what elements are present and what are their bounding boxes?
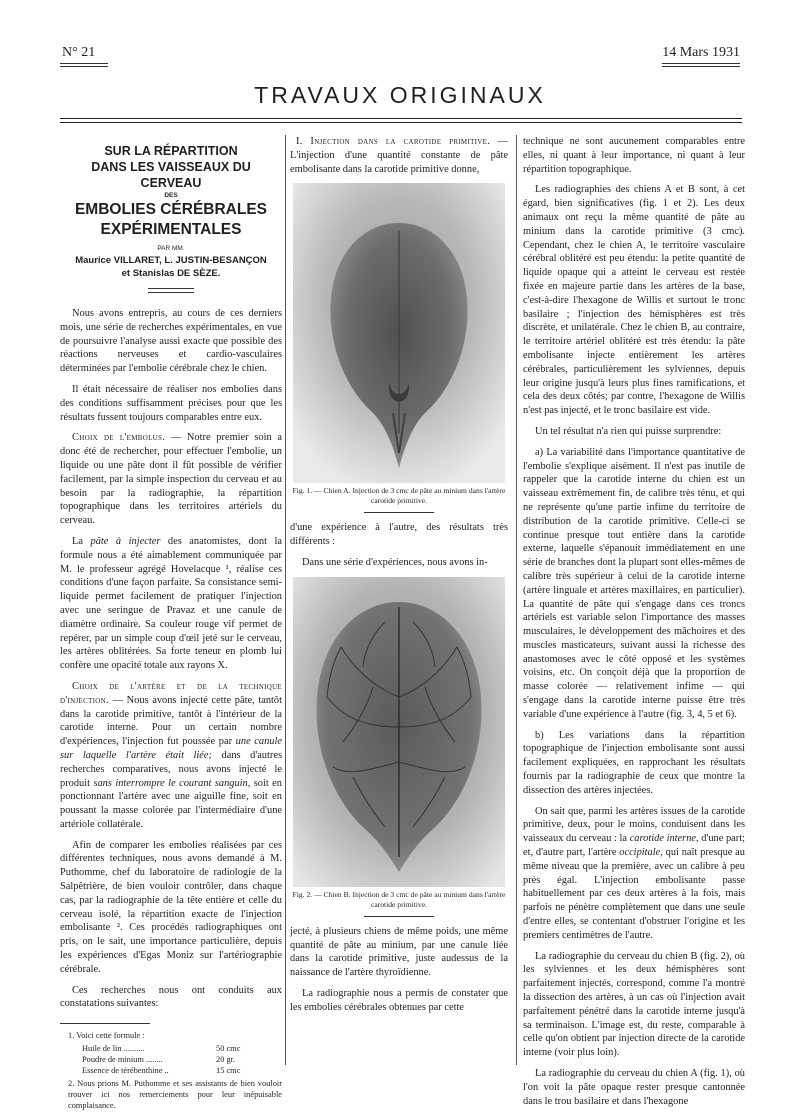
footnote: 2. Nous prions M. Puthomme et ses assistants de bien vouloir trouver ici nos remerciements pour leur inépuisable complaisance. (68, 1079, 282, 1111)
paragraph-text: — Nous avons injecté cette pâte, tantôt dans la carotide primitive, tantôt à l'intérieur de la carotide interne. Pour un certain nombre d'expériences, l'injection fut poussée par (60, 694, 282, 748)
footnote: 1. Voici cette formule : (68, 1031, 145, 1041)
paragraph: jecté, à plusieurs chiens de même poids, une même quantité de pâte au minium, par une canule liée dans la carotide primitive, juste audessus de la naissance de l'artère thyroïdienne. (290, 925, 508, 979)
column-1 (60, 135, 282, 1113)
formula-row (60, 1043, 262, 1054)
paragraph-text: La (72, 535, 91, 547)
heading-rule (148, 292, 194, 293)
paragraph (60, 680, 282, 832)
paragraph-text: soit en ponctionnant l'artère avec une aiguille fine, soit en poussant la masse colorée par l'intermédiaire d'une artériole collatérale. (60, 777, 282, 830)
paragraph-text: — Notre premier soin a donc été de rechercher, pour effectuer l'embolie, un liquide ou une pâte dont il fût possible de vérifier facilement, par la simple inspection du cerveau et au besoin par la radiographie, la répartition topographique dans les territoires artériels du cerveau. (60, 432, 282, 527)
paragraph: La radiographie du cerveau du chien B (fig. 2), où les sylviennes et les deux hémisphères sont parfaitement injectés, correspond, comme l'a montré la dissection des artères, à un cas où l'injection avait parfaitement pénétré dans la carotide interne jusqu'à sa terminaison. L'image est, du reste, comparable à celle qu'on obtient par injection directe de la carotide interne (voir plus loin). (523, 950, 745, 1059)
article-heading (60, 143, 282, 293)
figure-caption: Fig. 2. — Chien B. Injection de 3 cmc de pâte au minium dans l'artère carotide primitive. (292, 889, 506, 909)
column-2 (290, 135, 508, 1022)
formula-row (60, 1065, 262, 1076)
formula-item: Essence de térébenthine .. (82, 1066, 169, 1076)
article-title-connector: DES (164, 192, 178, 199)
paragraph: d'une expérience à l'autre, des résultats très différents : (290, 522, 508, 548)
formula-qty: 15 cmc (216, 1066, 241, 1076)
subsection-heading: Choix de l'embolus. (72, 432, 166, 444)
heading-rule (148, 288, 194, 289)
paragraph-text: des anatomistes, dont la formule nous a été aimablement communiquée par M. le professeur agrégé Hovelacque ¹, réalise ces conditions d'une façon parfaite. Sa consistance semi-liquide permet facilement de pratiquer l'injection avec une seringue de Pravaz et une canule de diamètre ordinaire. Sa couleur rouge vif permet de repérer, par un simple coup d'œil jeté sur le cerveau, les artères oblitérées. Sa forte teneur en plomb lui confère une opacité totale aux rayons X. (60, 535, 282, 672)
section-title: TRAVAUX ORIGINAUX (254, 82, 546, 108)
header-rule (662, 66, 740, 67)
paragraph: Il était nécessaire de réaliser nos embolies dans des conditions suffisamment précises pour que les résultats fussent toujours comparables entre eux. (60, 383, 282, 423)
paragraph: Dans une série d'expériences, nous avons in- (302, 556, 488, 568)
issue-date: 14 Mars 1931 (662, 45, 740, 60)
column-3 (523, 135, 745, 1115)
paragraph-text: qui naît presque au même niveau que la première, avec un calibre à peu près égal. L'injection embolisante passe habituellement par ces deux artères à la fois, mais parfois ne pénètre complètement que dans une seule d'entre elles, se contentant d'obstruer l'origine et les premiers centimètres de l'autre. (523, 847, 745, 941)
paragraph: Un tel résultat n'a rien qui puisse surprendre: (535, 425, 722, 437)
paragraph (60, 535, 282, 673)
authors-par: PAR MM. (157, 245, 185, 252)
article-title-line: DANS LES VAISSEAUX DU CERVEAU (91, 160, 251, 190)
italic-text: une canule sur laquelle l'artère était liée; (60, 736, 282, 761)
paragraph-text: dans d'autres recherches comparatives, nous avons injecté le produit (60, 749, 282, 789)
footnote-rule (60, 1023, 150, 1024)
paragraph (290, 135, 508, 176)
formula-qty: 20 gr. (216, 1055, 236, 1065)
radiograph-fig2 (293, 577, 505, 887)
column-divider (516, 135, 517, 1065)
subsection-heading: I. Injection dans la carotide primitive. (296, 136, 491, 147)
paragraph-text: d'une part; et, d'autre part, l'artère (523, 833, 746, 859)
header-rule (60, 63, 108, 64)
paragraph: Ces recherches nous ont conduits aux constatations suivantes: (60, 984, 282, 1010)
column-divider (285, 135, 286, 1065)
italic-text: sans interrompre le courant sanguin, (93, 777, 251, 789)
article-title-line: SUR LA RÉPARTITION (104, 144, 238, 158)
paragraph: a) La variabilité dans l'importance quantitative de l'embolie s'explique aisément. Il n'est pas inutile de rappeler que la carotide interne du chien est un vaisseau extrêmement fin, de calibre très ténu, et qui ne représente qu'une partie infime du territoire de distribution de la carotide primitive. Celle-ci se continue presque tout entière dans la carotide externe, laquelle s'épanouit immédiatement en une série de branches dont la plupart sont elles-mêmes de calibre très supérieur à celui de la carotide interne (artère linguale et artères maxillaires, en particulier). La quantité de pâte qui s'engage dans ces troncs artériels est variable selon l'importance des masses musculaires, le développement des mâchoires et des muscles masticateurs, suivant aussi la richesse des anastomoses avec le côté opposé et les systèmes voisins, etc. On conçoit déjà que la proportion de masse colorée — relativement infime — qui s'engage dans la carotide interne puisse être très variable d'une expérience à l'autre (fig. 3, 4, 5 et 6). (523, 446, 745, 720)
paragraph: b) Les variations dans la répartition topographique de l'injection embolisante sont aussi facilement expliquées, en rapprochant les résultats fournis par la radiographie de ceux que montre la dissection des artères injectées. (523, 729, 745, 796)
figure-rule (364, 512, 434, 513)
italic-text: occipitale, (619, 847, 663, 859)
issue-number: N° 21 (62, 45, 96, 60)
formula-row (60, 1054, 262, 1065)
figure-1 (290, 183, 508, 513)
figure-rule (364, 916, 434, 917)
paragraph: La radiographie du cerveau du chien A (fig. 1), où l'on voit la pâte opaque rester presque cantonnée dans le trou basilaire et dans l'hexagone (523, 1068, 745, 1107)
header-rule (60, 66, 108, 67)
radiograph-fig1 (293, 183, 505, 483)
subsection-heading: Choix de l'artère et de la technique d'injection. (60, 680, 282, 706)
paragraph (60, 431, 282, 528)
article-title-main: EXPÉRIMENTALES (100, 221, 242, 238)
footnotes (60, 1030, 282, 1111)
article-title-main: EMBOLIES CÉRÉBRALES (74, 201, 268, 218)
section-rule (60, 122, 742, 123)
paragraph: Les radiographies des chiens A et B sont, à cet égard, bien significatives (fig. 1 et 2). Les deux animaux ont reçu la même quantité de pâte au minium dans la carotide primitive (3 cmc). Cependant, chez le chien A, le territoire vasculaire cérébral oblitéré est peu étendu: la petite quantité de liquide opaque qui a atteint le cerveau est restée fixée en majeure partie dans les artères de la base, c'est-à-dire l'hexagone de Willis et surtout le tronc basilaire ; l'injection des hémisphères est très discrète, et unilatérale. Chez le chien B, au contraire, le territoire artériel oblitéré est très étendu: la pâte embolisante injecte entièrement les artères cérébrales, particulièrement les sylviennes, depuis leur origine jusqu'à leurs plus fines ramifications, et cela des deux côtés; par contre, l'hexagone de Willis n'est pas injecté, et le tronc basilaire est vide. (523, 184, 745, 417)
paragraph-text: — L'injection d'une quantité constante de pâte embolisante dans la carotide primitive donne, (290, 136, 508, 175)
paragraph: Afin de comparer les embolies réalisées par ces différentes techniques, nous avons demandé à M. Puthomme, chef du laboratoire de radiologie de la Salpêtrière, de bien vouloir contrôler, dans chaque cas, par la radiographie de la tête entière et celle du cerveau isolé, la répartition exacte de l'injection embolisante ². Ces procédés radiographiques ont pris, on le sait, une importance particulière, depuis les expériences d'Egas Moniz sur l'artériographie cérébrale. (60, 839, 282, 975)
formula-item: Poudre de minium ........ (82, 1055, 163, 1065)
italic-text: carotide interne, (629, 833, 699, 845)
paragraph: technique ne sont aucunement comparables entre elles, ni quant à leur importance, ni quant à leur répartition topographique. (523, 136, 745, 175)
figure-2 (290, 577, 508, 917)
header-rule (662, 63, 740, 64)
paragraph: Nous avons entrepris, au cours de ces derniers mois, une série de recherches expérimentales, en vue de poursuivre l'analyse aussi exacte que possible des réactions nerveuses et cardio-vasculaires déterminées par l'embolie cérébrale chez le chien. (60, 308, 282, 375)
authors-line: Maurice VILLARET, L. JUSTIN-BESANÇON (75, 255, 267, 266)
figure-caption: Fig. 1. — Chien A. Injection de 3 cmc de pâte au minium dans l'artère carotide primitive. (292, 486, 506, 506)
section-rule (60, 118, 742, 119)
paragraph-text: On sait que, parmi les artères issues de la carotide primitive, deux, pour le moins, conduisent dans les vaisseaux du cerveau : la (523, 805, 745, 845)
paragraph (523, 805, 745, 943)
paragraph: La radiographie nous a permis de constater que les embolies cérébrales obtenues par cette (290, 987, 508, 1013)
formula-item: Huile de lin .......... (82, 1044, 145, 1054)
authors-line: et Stanislas DE SÈZE. (121, 268, 221, 279)
italic-text: pâte à injecter (90, 535, 161, 547)
formula-qty: 50 cmc (216, 1044, 241, 1054)
